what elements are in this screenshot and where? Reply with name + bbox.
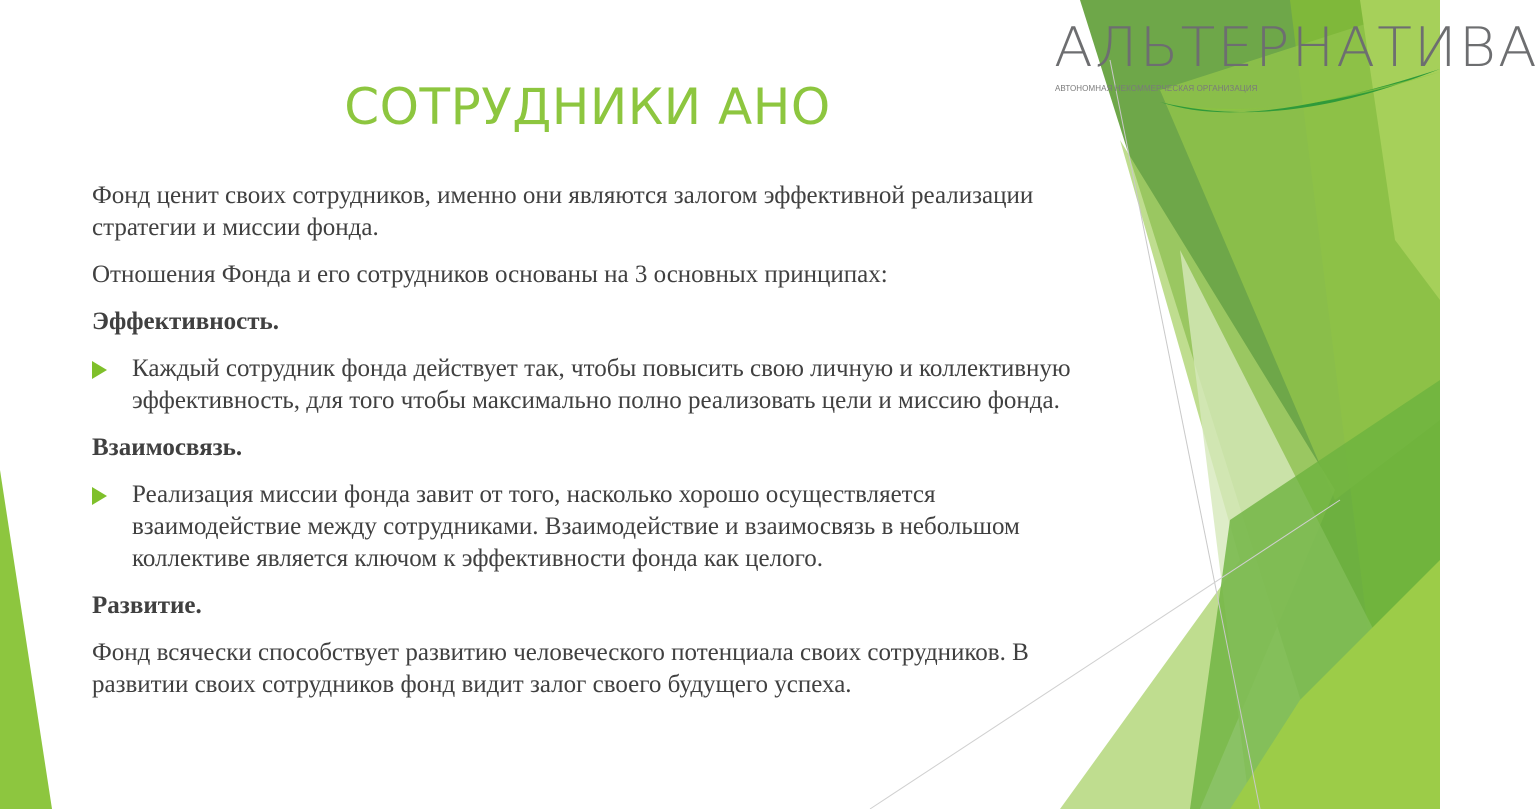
intro-paragraph: Фонд ценит своих сотрудников, именно они являются залогом эффективной реализации стратегии и миссии фонда.: [92, 182, 1034, 241]
interconnection-heading: Взаимосвязь.: [92, 434, 243, 461]
efficiency-bullet-text: Каждый сотрудник фонда действует так, чтобы повысить свою личную и коллективную эффективность, для того чтобы максимально полно реализовать цели и миссию фонда.: [132, 355, 1071, 414]
efficiency-heading: Эффективность.: [92, 308, 279, 335]
slide-content: [92, 180, 1092, 716]
interconnection-bullet-text: Реализация миссии фонда завит от того, насколько хорошо осуществляется взаимодействие между сотрудниками. Взаимодействие и взаимосвязь в небольшом коллективе является ключом к эффективности фонда как целого.: [132, 481, 1020, 572]
logo-name: АЛЬТЕРНАТИВА: [1054, 16, 1539, 79]
triangle-bullet-icon: [92, 361, 107, 379]
logo-subtitle: АВТОНОМНАЯ НЕКОММЕРЧЕСКАЯ ОРГАНИЗАЦИЯ: [1055, 84, 1258, 93]
relations-paragraph: Отношения Фонда и его сотрудников основаны на 3 основных принципах:: [92, 261, 888, 288]
development-heading: Развитие.: [92, 592, 202, 619]
efficiency-bullet: [92, 353, 1092, 417]
interconnection-bullet: [92, 479, 1092, 575]
triangle-bullet-icon: [92, 487, 107, 505]
slide-title: СОТРУДНИКИ АНО: [344, 78, 831, 136]
development-paragraph: Фонд всячески способствует развитию человеческого потенциала своих сотрудников. В развитии своих сотрудников фонд видит залог своего будущего успеха.: [92, 639, 1029, 698]
